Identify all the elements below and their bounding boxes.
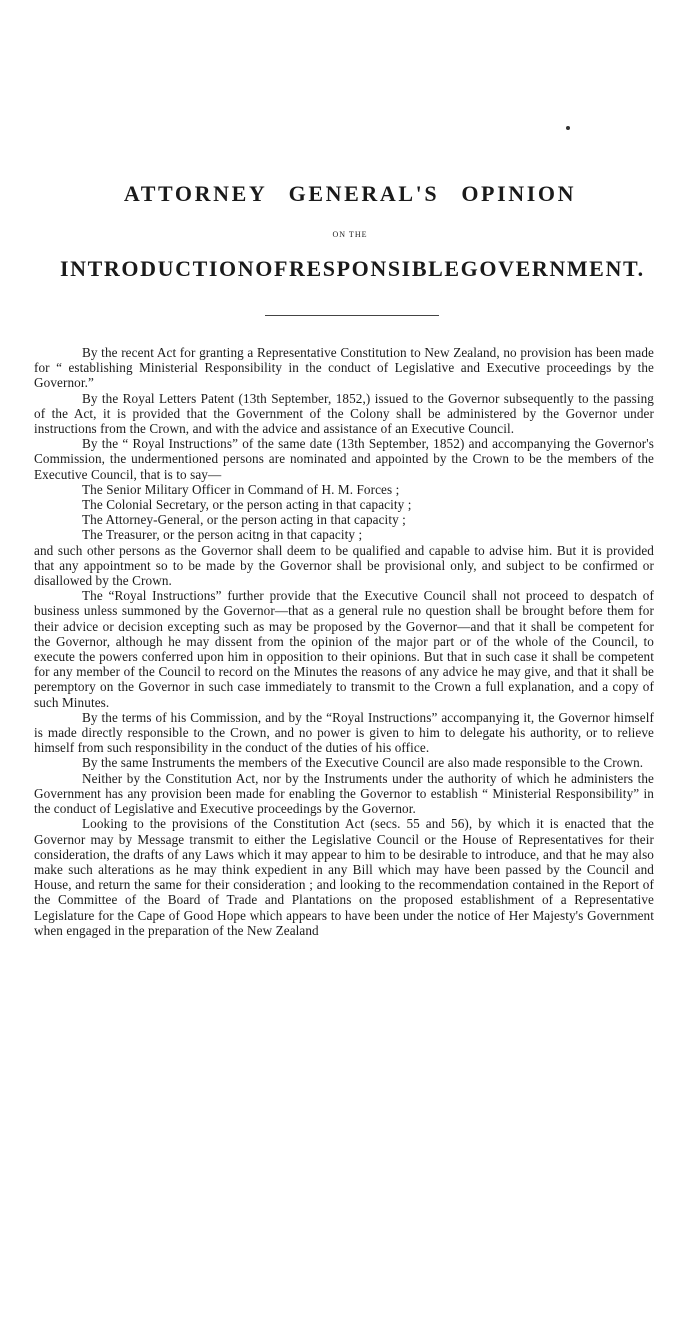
- paragraph-3: By the “ Royal Instructions” of the same date (13th September, 1852) and accompanying the Governor's Commission, the undermentioned persons are nominated and appointed by the Crown to be the members of the Executive Council, that is to say—: [34, 436, 654, 482]
- document-body: [34, 345, 654, 938]
- title-word-generals: GENERAL'S: [288, 181, 440, 206]
- list-item-colonial-secretary: The Colonial Secretary, or the person acting in that capacity ;: [82, 497, 412, 513]
- title-connector: ON THE: [332, 230, 368, 239]
- paragraph-4: The “Royal Instructions” further provide that the Executive Council shall not proceed to despatch of business unless summoned by the Governor—that as a general rule no question shall be brought before them for their advice or decision excepting such as may be proposed by the Governor—and that it shall be competent for the Governor, although he may dissent from the opinion of the major part or of the whole of the Council, to execute the powers conferred upon him in opposition to their opinions. But that in such case it shall be competent for any member of the Council to record on the Minutes the reasons of any advice he may give, and that it shall be peremptory on the Governor in such case immediately to transmit to the Crown a full explanation, and a copy of such Minutes.: [34, 588, 654, 710]
- ink-speck: [566, 126, 570, 130]
- title-word-opinion: OPINION: [461, 181, 577, 206]
- title-word-attorney: ATTORNEY: [123, 181, 267, 206]
- paragraph-3-continued: and such other persons as the Governor shall deem to be qualified and capable to advise him. But it is provided that any appointment so to be made by the Governor shall be provisional only, and subject to be confirmed or disallowed by the Crown.: [34, 542, 654, 589]
- title-line-2: [60, 256, 645, 282]
- list-item-military-officer: The Senior Military Officer in Command of H. M. Forces ;: [82, 481, 400, 497]
- title-word-introduction: INTRODUCTION: [60, 256, 256, 281]
- title-word-responsible: RESPONSIBLE: [289, 256, 461, 281]
- list-item-treasurer: The Treasurer, or the person acitng in that capacity ;: [82, 527, 363, 543]
- paragraph-6: By the same Instruments the members of the Executive Council are also made responsible to the Crown.: [82, 755, 644, 771]
- paragraph-2: By the Royal Letters Patent (13th September, 1852,) issued to the Governor subsequently to the passing of the Act, it is provided that the Government of the Colony shall be administered by the Governor under instructions from the Crown, and with the advice and assistance of an Executive Council.: [34, 390, 654, 437]
- paragraph-5: By the terms of his Commission, and by the “Royal Instructions” accompanying it, the Governor himself is made directly responsible to the Crown, and no power is given to him to delegate his authority, or to relieve himself from such responsibility in the conduct of the duties of his office.: [34, 709, 654, 756]
- list-item-attorney-general: The Attorney-General, or the person acting in that capacity ;: [82, 512, 406, 528]
- paragraph-1: By the recent Act for granting a Representative Constitution to New Zealand, no provision has been made for “ establishing Ministerial Responsibility in the conduct of Legislative and Executive proceedings by the Governor.”: [34, 345, 654, 391]
- title-word-government: GOVERNMENT.: [460, 256, 645, 281]
- paragraph-7: Neither by the Constitution Act, nor by the Instruments under the authority of which he administers the Government has any provision been made for enabling the Governor to establish “ Ministerial Responsibility” in the conduct of Legislative and Executive proceedings by the Governor.: [34, 770, 654, 817]
- title-word-of: OF: [255, 256, 289, 281]
- paragraph-8: Looking to the provisions of the Constitution Act (secs. 55 and 56), by which it is enacted that the Governor may by Message transmit to either the Legislative Council or the House of Representatives for their consideration, the drafts of any Laws which it may appear to him to be desirable to introduce, and that he may also make such alterations as he may think expedient in any Bill which may have been passed by the Council and House, and return the same for their consideration ; and looking to the recommendation contained in the Report of the Committee of the Board of Trade and Plantations on the proposed establishment of a Representative Legislature for the Cape of Good Hope which appears to have been under the notice of Her Majesty's Government when engaged in the preparation of the New Zealand: [34, 816, 654, 938]
- heading-divider: [265, 315, 439, 316]
- title-line-1: [0, 181, 700, 207]
